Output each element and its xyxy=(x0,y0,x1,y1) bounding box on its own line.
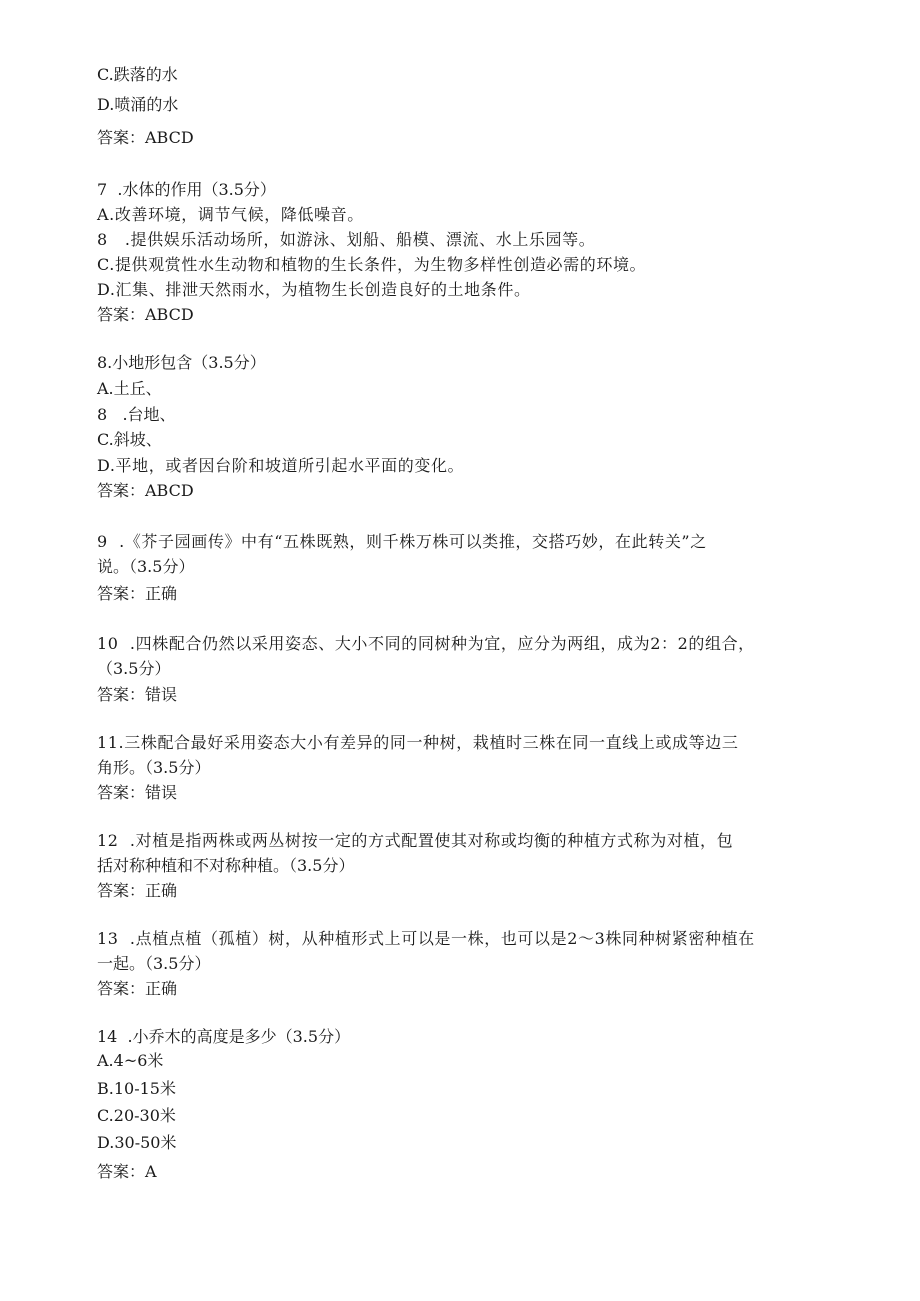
q13-text-line1: 13 .点植点植（孤植）树，从种植形式上可以是一株，也可以是2～3株同种树紧密种植在 xyxy=(97,929,755,948)
q8-title: 8.小地形包含（3.5分） xyxy=(97,353,266,372)
q6-answer: 答案：ABCD xyxy=(97,128,194,147)
q8-option-c: C.斜坡、 xyxy=(97,430,162,449)
q7-option-a: A.改善环境，调节气候，降低噪音。 xyxy=(97,205,364,224)
q7-option-c: C.提供观赏性水生动物和植物的生长条件，为生物多样性创造必需的环境。 xyxy=(97,255,647,274)
q11-answer: 答案：错误 xyxy=(97,783,178,802)
q9-text-line1: 9 .《芥子园画传》中有“五株既熟，则千株万株可以类推，交搭巧妙，在此转关”之 xyxy=(97,532,707,551)
q7-option-d: D.汇集、排泄天然雨水，为植物生长创造良好的土地条件。 xyxy=(97,280,531,299)
q14-option-d: D.30-50米 xyxy=(97,1133,177,1152)
q13-answer: 答案：正确 xyxy=(97,979,178,998)
q10-text-line2: （3.5分） xyxy=(97,659,171,678)
q6-option-c: C.跌落的水 xyxy=(97,65,178,84)
q8-answer: 答案：ABCD xyxy=(97,481,194,500)
q9-answer: 答案：正确 xyxy=(97,584,178,603)
q7-answer: 答案：ABCD xyxy=(97,305,194,324)
q6-option-d: D.喷涌的水 xyxy=(97,95,179,114)
q8-option-b: 8 .台地、 xyxy=(97,405,176,424)
q11-text-line1: 11.三株配合最好采用姿态大小有差异的同一种树，栽植时三株在同一直线上或成等边三 xyxy=(97,733,739,752)
q10-text-line1: 10 .四株配合仍然以采用姿态、大小不同的同树种为宜，应分为两组，成为2：2的组合， xyxy=(97,634,755,653)
q14-option-a: A.4~6米 xyxy=(97,1051,164,1070)
q14-answer: 答案：A xyxy=(97,1162,157,1181)
q9-text-line2: 说。（3.5分） xyxy=(97,557,195,576)
q11-text-line2: 角形。（3.5分） xyxy=(97,758,211,777)
q14-option-b: B.10-15米 xyxy=(97,1079,176,1098)
q12-text-line2: 括对称种植和不对称种植。（3.5分） xyxy=(97,856,355,875)
q7-option-b: 8 .提供娱乐活动场所，如游泳、划船、船模、漂流、水上乐园等。 xyxy=(97,230,596,249)
q8-option-a: A.土丘、 xyxy=(97,379,162,398)
q14-option-c: C.20-30米 xyxy=(97,1106,176,1125)
q13-text-line2: 一起。（3.5分） xyxy=(97,954,211,973)
q7-title: 7 .水体的作用（3.5分） xyxy=(97,180,276,199)
q8-option-d: D.平地，或者因台阶和坡道所引起水平面的变化。 xyxy=(97,456,465,475)
q14-title: 14 .小乔木的高度是多少（3.5分） xyxy=(97,1027,351,1046)
q12-answer: 答案：正确 xyxy=(97,881,178,900)
q12-text-line1: 12 .对植是指两株或两丛树按一定的方式配置使其对称或均衡的种植方式称为对植，包 xyxy=(97,831,734,850)
q10-answer: 答案：错误 xyxy=(97,685,178,704)
